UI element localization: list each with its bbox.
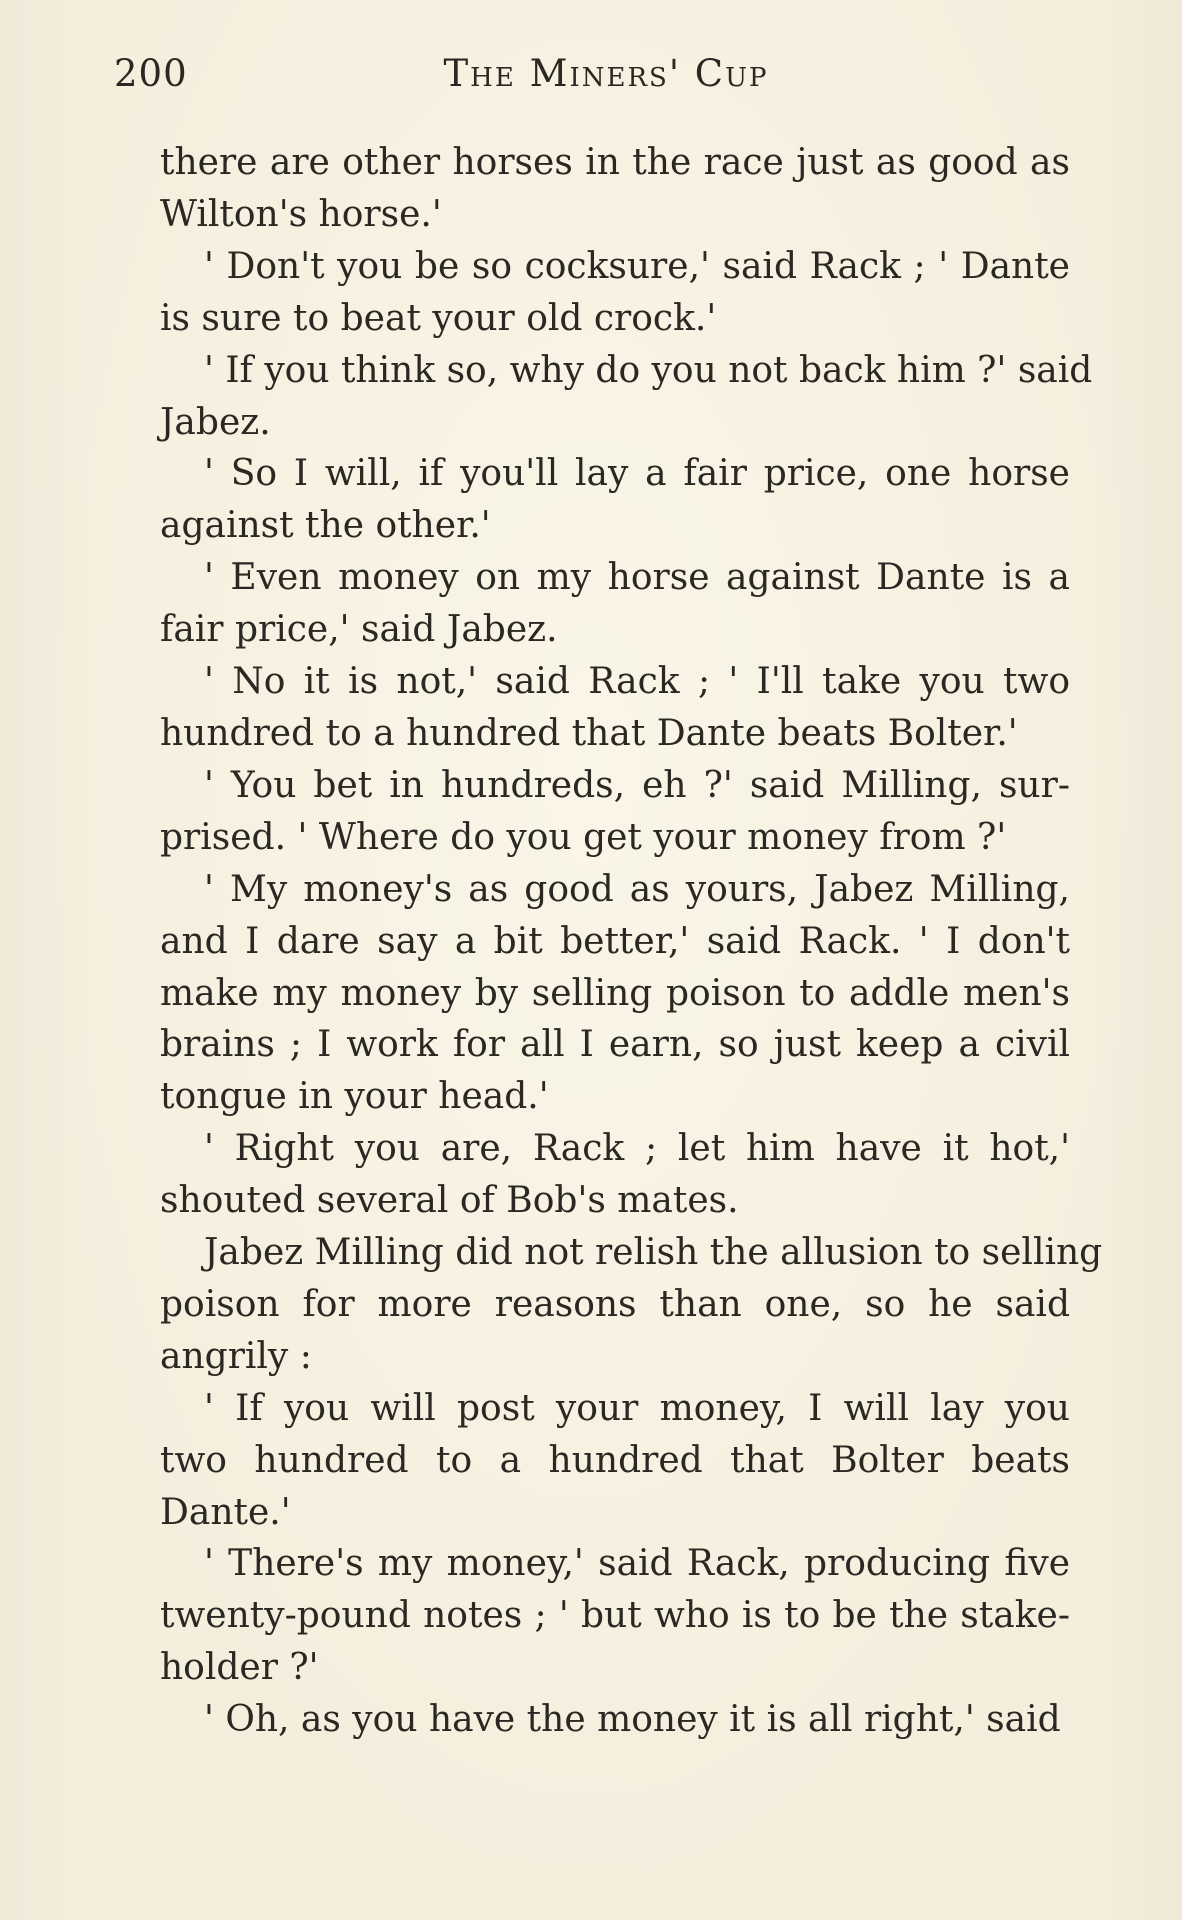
paragraph [104, 1123, 1070, 1227]
paragraph [104, 1383, 1070, 1539]
paragraph [104, 552, 1070, 656]
text-line: ' Right you are, Rack ; let him have it hot,' [204, 1128, 1070, 1170]
paragraph [104, 345, 1093, 449]
text-line: and I dare say a bit better,' said Rack. ' I don't [160, 920, 1070, 962]
text-line: twenty-pound notes ; ' but who is to be the stake- [160, 1595, 1070, 1637]
text-line: ' Don't you be so cocksure,' said Rack ; ' Dante [204, 245, 1070, 287]
text-line: ' My money's as good as yours, Jabez Milling, [204, 868, 1070, 910]
text-line: fair price,' said Jabez. [160, 609, 558, 651]
paragraph [104, 1227, 1103, 1383]
text-line: ' If you think so, why do you not back him ?' said [204, 349, 1093, 391]
text-line: poison for more reasons than one, so he said [160, 1283, 1070, 1325]
paragraph [104, 241, 1070, 345]
text-line: is sure to beat your old crock.' [160, 297, 717, 339]
text-line: ' No it is not,' said Rack ; ' I'll take you two [204, 661, 1070, 703]
paragraph [104, 448, 1070, 552]
text-line: against the other.' [160, 505, 491, 547]
running-title: The Miners' Cup [443, 52, 769, 95]
paragraph [104, 1694, 1070, 1746]
text-line: shouted several of Bob's mates. [160, 1180, 739, 1222]
text-line: ' There's my money,' said Rack, producing five [204, 1543, 1070, 1585]
text-line: ' So I will, if you'll lay a fair price, one horse [204, 453, 1070, 495]
page-header [114, 52, 1068, 104]
text-line: ' If you will post your money, I will lay you [204, 1387, 1070, 1429]
text-line: angrily : [160, 1335, 312, 1377]
text-line: brains ; I work for all I earn, so just keep a civil [160, 1024, 1070, 1066]
text-line: Wilton's horse.' [160, 193, 442, 235]
text-line: make my money by selling poison to addle men's [160, 972, 1070, 1014]
paragraph [104, 137, 1070, 241]
paragraph [104, 864, 1070, 1124]
text-line: two hundred to a hundred that Bolter beats [160, 1439, 1070, 1481]
text-line: there are other horses in the race just as good as [160, 142, 1070, 183]
text-line: ' Oh, as you have the money it is all right,' said [204, 1699, 1061, 1741]
text-line: Jabez. [160, 401, 271, 443]
page-number: 200 [114, 52, 188, 95]
paragraph [104, 760, 1070, 864]
body-text [104, 137, 1103, 1746]
paragraph [104, 1538, 1070, 1694]
text-line: prised. ' Where do you get your money from ?' [160, 816, 1007, 858]
text-line: holder ?' [160, 1647, 319, 1689]
text-line: Jabez Milling did not relish the allusion to selling [204, 1232, 1103, 1274]
text-line: tongue in your head.' [160, 1076, 549, 1118]
paragraph [104, 656, 1070, 760]
text-line: ' You bet in hundreds, eh ?' said Milling, sur- [204, 764, 1070, 806]
text-line: Dante.' [160, 1491, 291, 1533]
text-line: ' Even money on my horse against Dante is a [204, 557, 1070, 599]
text-line: hundred to a hundred that Dante beats Bolter.' [160, 712, 1018, 754]
